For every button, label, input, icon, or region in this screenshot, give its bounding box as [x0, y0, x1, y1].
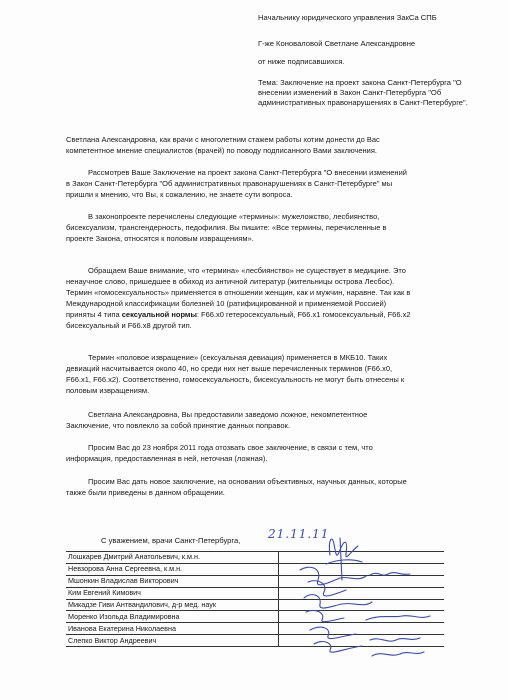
- signature-stroke: [366, 616, 430, 620]
- paragraph-line: бисексуальный и F66.х8 другой тип.: [66, 320, 192, 330]
- signatory-name: Слепко Виктор Андреевич: [66, 635, 279, 647]
- paragraph-line: в Закон Санкт-Петербурга "Об административных правонарушениях в Санкт-Петербурге" мы: [66, 178, 393, 188]
- paragraph-line: Просим Вас дать новое заключение, на основании объективных, научных данных, которые: [88, 477, 407, 486]
- subject-line-2: внесении изменений в Закон Санкт-Петербурга "Об: [258, 88, 442, 97]
- signatory-name: Мшонкин Владислав Викторович: [66, 575, 279, 587]
- subject-line-1: Тема: Заключение на проект закона Санкт-Петербурга "О: [258, 78, 462, 87]
- paragraph-line: Термин «половое извращение» (сексуальная девиация) применяется в МКБ10. Таких: [88, 353, 388, 362]
- paragraph-line: проекте Закона, относятся к половым извращениям».: [66, 233, 254, 243]
- paragraph-line: [66, 310, 466, 321]
- paragraph-line: Заключение, что повлекло за собой принятие данных поправок.: [66, 420, 290, 430]
- paragraph-line: Светлана Александровна, Вы предоставили заведомо ложное, некомпетентное: [88, 410, 368, 419]
- recipient-title: Начальнику юридического управления ЗакСа СПБ: [258, 13, 437, 22]
- paragraph-line: компетентное мнение специалистов (врачей) по поводу подписанного Вами заключения.: [66, 145, 377, 155]
- signatory-name: Микадзе Гиви Антвандилович, д-р мед. наук: [66, 599, 279, 611]
- paragraph-5: [66, 353, 466, 397]
- closing-line: С уважением, врачи Санкт-Петербурга,: [101, 536, 241, 545]
- paragraph-line: Рассмотрев Ваше Заключение на проект закона Санкт-Петербурга "О внесении изменений: [88, 168, 407, 177]
- text-span: : F66.х0 гетеросексуальный, F66.х1 гомосексуальный, F66.х2: [196, 309, 411, 319]
- paragraph-line: информация, предоставленная в ней, неточная (ложная).: [66, 453, 268, 463]
- signatory-name: Лошкарев Дмитрий Анатольевич, к.м.н.: [66, 552, 279, 564]
- paragraph-line: F66.х1, F66.х2). Соответственно, гомосексуальность, бисексуальность не могут быть отнесены к: [66, 374, 405, 384]
- signatory-name: Моренко Изольда Владимировна: [66, 611, 279, 623]
- signature-stroke: [370, 638, 420, 641]
- paragraph-line: ненаучное слово, пришедшее в обиход из античной литератур (жительницы острова Лесбос).: [66, 276, 395, 286]
- paragraph-line: бисексуализм, трансгендерность, педофилия. Вы пишите: «Все термины, перечисленные в: [66, 222, 387, 232]
- paragraph-8: [66, 477, 466, 499]
- handwritten-signatures: [270, 520, 470, 670]
- paragraph-line: половым извращениям.: [66, 385, 150, 395]
- signature-stroke: [372, 652, 424, 656]
- signatory-name: Иванова Екатерина Николаевна: [66, 623, 279, 635]
- paragraph-3: [66, 212, 466, 245]
- paragraph-1: [66, 135, 466, 157]
- subject-line-3: административных правонарушениях в Санкт-Петербурге".: [258, 98, 468, 107]
- signature-stroke: [304, 595, 372, 608]
- paragraph-2: [66, 168, 466, 201]
- paragraph-line: пришли к мнению, что Вы, к сожалению, не знаете сути вопроса.: [66, 189, 293, 199]
- signature-stroke: [300, 567, 366, 585]
- signature-stroke: [310, 627, 356, 638]
- paragraph-line: В законопроекте перечислены следующие «термины»: мужеложство, лесбиянство,: [88, 212, 380, 221]
- paragraph-line: девиаций насчитывается около 40, но среди них нет выше перечисленных терминов (F66.х0,: [66, 363, 393, 373]
- signatory-name: Ким Евгений Кимович: [66, 587, 279, 599]
- bold-term: сексуальной нормы: [121, 309, 197, 319]
- paragraph-6: [66, 410, 466, 432]
- signature-stroke: [370, 573, 410, 576]
- paragraph-line: Термин «гомосексуальность» применяется в отношении женщин, как и мужчин, наравне. Так как в: [66, 287, 411, 297]
- paragraph-line: Просим Вас до 23 ноября 2011 года отозвать свое заключение, в связи с тем, что: [88, 443, 373, 452]
- paragraph-7: [66, 443, 466, 465]
- signature-stroke: [329, 539, 358, 557]
- sender-line: от ниже подписавшихся.: [258, 57, 345, 66]
- paragraph-line: Светлана Александровна, как врачи с многолетним стажем работы хотим донести до Вас: [66, 135, 380, 144]
- signatory-name: Невзорова Анна Сергеевна, к.м.н.: [66, 563, 279, 575]
- text-span: приняты 4 типа: [66, 309, 122, 319]
- paragraph-line: Обращаем Ваше внимание, что «термина» «лесбиянство» не существует в медицине. Это: [88, 266, 406, 275]
- signature-stroke: [306, 610, 344, 621]
- paragraph-line: Международной классификации болезней 10 (ратифицированной и применяемой Россией): [66, 298, 387, 308]
- paragraph-4: [66, 266, 466, 331]
- paragraph-line: также были приведены в данном обращении.: [66, 487, 225, 497]
- handwritten-date: 21.11.11: [268, 527, 330, 541]
- signature-stroke: [314, 642, 362, 653]
- recipient-name: Г-же Коноваловой Светлане Александровне: [258, 39, 416, 48]
- signature-stroke: [326, 538, 362, 580]
